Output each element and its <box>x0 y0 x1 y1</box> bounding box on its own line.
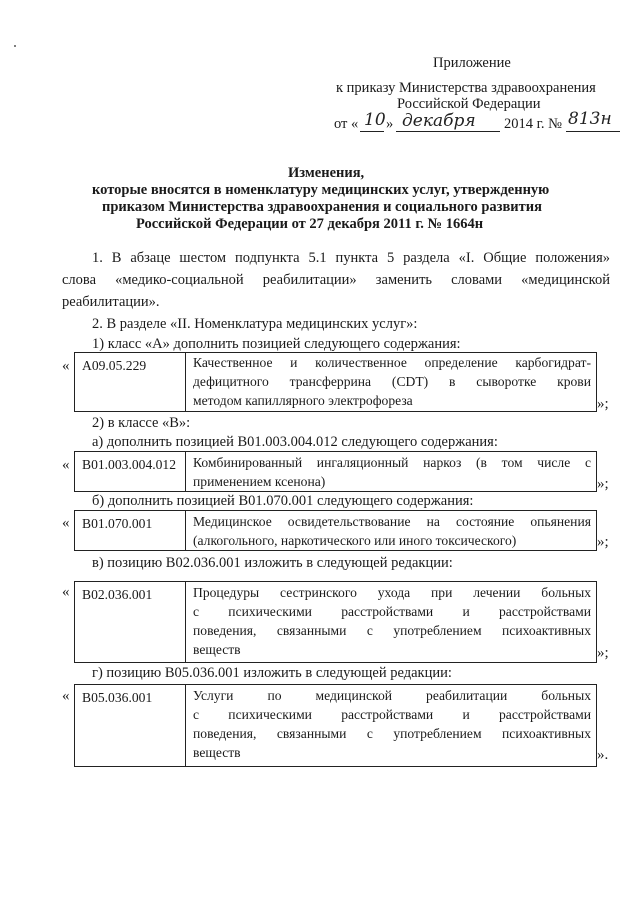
open-quote: « <box>62 358 70 374</box>
paragraph-1-line2: слова «медико-социальной реабилитации» заменить словами «медицинской <box>62 272 610 288</box>
service-description-line: поведения, связанными с употреблением психоактивных <box>193 623 591 638</box>
table-row <box>74 581 597 663</box>
close-quote: ». <box>597 747 609 763</box>
paragraph-1-line3: реабилитации». <box>62 294 160 310</box>
table-row <box>74 451 597 492</box>
service-description-line: с психическими расстройствами и расстройствами <box>193 707 591 722</box>
service-description-line: веществ <box>193 642 241 657</box>
title-line2: которые вносятся в номенклатуру медицинских услуг, утвержденную <box>92 182 550 198</box>
service-description-line: Процедуры сестринского ухода при лечении больных <box>193 585 591 600</box>
close-quote: »; <box>597 534 609 550</box>
paragraph-2-item-2c: в) позицию В02.036.001 изложить в следующей редакции: <box>92 555 453 571</box>
service-description-line: с психическими расстройствами и расстройствами <box>193 604 591 619</box>
service-description-line: веществ <box>193 745 241 760</box>
service-description-line: Услуги по медицинской реабилитации больных <box>193 688 591 703</box>
paragraph-2-item-2b: б) дополнить позицией В01.070.001 следующего содержания: <box>92 493 474 509</box>
service-description-line: дефицитного трансферрина (CDT) в сыворотке крови <box>193 374 591 389</box>
open-quote: « <box>62 515 70 531</box>
close-quote: »; <box>597 476 609 492</box>
title-line3: приказом Министерства здравоохранения и социального развития <box>102 199 542 215</box>
column-divider <box>185 452 186 491</box>
day-underline <box>360 131 384 132</box>
paragraph-2-item-2d: г) позицию В05.036.001 изложить в следующей редакции: <box>92 665 452 681</box>
open-quote: « <box>62 584 70 600</box>
date-prefix: от « <box>334 116 359 132</box>
column-divider <box>185 685 186 766</box>
handwritten-day: 10 <box>364 110 386 130</box>
service-code: В02.036.001 <box>82 587 153 602</box>
service-code: В05.036.001 <box>82 690 153 705</box>
service-code: В01.003.004.012 <box>82 457 177 472</box>
column-divider <box>185 582 186 662</box>
order-reference-line1: к приказу Министерства здравоохранения <box>336 80 596 96</box>
table-row <box>74 352 597 412</box>
column-divider <box>185 353 186 411</box>
service-description-line: Комбинированный ингаляционный наркоз (в том числе с <box>193 455 591 470</box>
appendix-label: Приложение <box>433 55 511 71</box>
month-underline <box>396 131 500 132</box>
date-year: 2014 г. № <box>504 116 563 132</box>
service-description-line: поведения, связанными с употреблением психоактивных <box>193 726 591 741</box>
service-description-line: Медицинское освидетельствование на состояние опьянения <box>193 514 591 529</box>
paragraph-1-line1: 1. В абзаце шестом подпункта 5.1 пункта 5 раздела «I. Общие положения» <box>92 250 610 266</box>
service-description-line: применением ксенона) <box>193 474 326 489</box>
paragraph-2-item-1: 1) класс «А» дополнить позицией следующего содержания: <box>92 336 461 352</box>
column-divider <box>185 511 186 550</box>
open-quote: « <box>62 457 70 473</box>
paragraph-2-item-2: 2) в классе «В»: <box>92 415 191 431</box>
service-description-line: методом капиллярного электрофореза <box>193 393 413 408</box>
service-code: В01.070.001 <box>82 516 153 531</box>
date-mid: » <box>386 116 394 132</box>
paragraph-2: 2. В разделе «II. Номенклатура медицинских услуг»: <box>92 316 418 332</box>
title-line1: Изменения, <box>288 165 365 181</box>
table-row <box>74 684 597 767</box>
paragraph-2-item-2a: а) дополнить позицией В01.003.004.012 следующего содержания: <box>92 434 498 450</box>
table-row <box>74 510 597 551</box>
order-reference-line2: Российской Федерации <box>397 96 541 112</box>
scan-speck <box>14 45 16 47</box>
title-line4: Российской Федерации от 27 декабря 2011 г. № 1664н <box>136 216 484 232</box>
close-quote: »; <box>597 645 609 661</box>
service-description-line: Качественное и количественное определение карбогидрат- <box>193 355 591 370</box>
service-description-line: (алкогольного, наркотического или иного токсического) <box>193 533 517 548</box>
service-code: А09.05.229 <box>82 358 147 373</box>
handwritten-order-number: 813н <box>568 109 612 129</box>
open-quote: « <box>62 688 70 704</box>
number-underline <box>566 131 620 132</box>
close-quote: »; <box>597 396 609 412</box>
handwritten-month: декабря <box>402 111 476 131</box>
